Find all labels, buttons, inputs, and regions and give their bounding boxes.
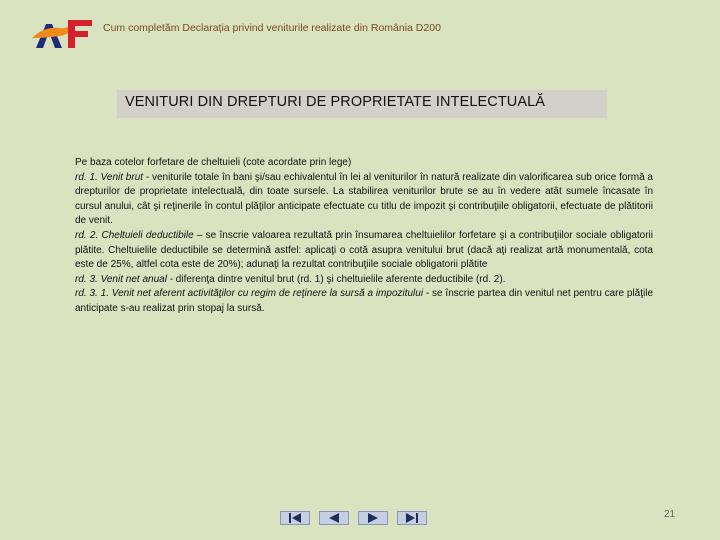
last-page-icon (405, 513, 419, 523)
presentation-header-title: Cum completăm Declarația privind veniturile realizate din România D200 (103, 22, 441, 34)
rd31-paragraph (75, 287, 653, 316)
intro-paragraph (75, 156, 653, 171)
section-title-box (117, 90, 607, 118)
first-page-icon (288, 513, 302, 523)
rd3-text: - diferenţa dintre venitul brut (rd. 1) şi cheltuielile aferente deductibile (rd. 2). (166, 273, 506, 285)
rd3-paragraph (75, 273, 653, 288)
rd1-text: - veniturile totale în bani şi/sau echivalentul în lei al veniturilor în natură realizate din valorificarea sub orice formă a drepturilor de proprietate intelectuală, din toate sursele. La stabilirea veniturilor brute se au în vedere atât sumele încasate în cursul anului, cât şi reţinerile în contul plăţilor anticipate efectuate cu titlu de impozit şi contribuţiile obligatorii, efectuate de plătitorii de venit. (75, 171, 653, 227)
next-page-icon (367, 513, 379, 523)
rd2-text: – se înscrie valoarea rezultată prin însumarea cheltuielilor forfetare şi a contribuţiilor sociale obligatorii plătite. Cheltuielile deductibile se determină astfel: aplicaţi o cotă asupra venitului brut (dacă aţi realizat artă monumentală, cota este de 25%, altfel cota este de 20%); adunaţi la rezultat contribuţiile sociale obligatorii plătite (75, 229, 653, 271)
first-page-button[interactable] (280, 511, 310, 525)
rd3-label: rd. 3. Venit net anual (75, 273, 167, 285)
rd31-label: rd. 3. 1. Venit net aferent activităţilor cu regim de reţinere la sursă a impozitului (75, 288, 424, 300)
rd2-paragraph (75, 229, 653, 273)
rd31-text: - se înscrie partea din venitul net pentru care plăţile anticipate s-au realizat prin stopaj la sursă. (75, 288, 653, 314)
last-page-button[interactable] (397, 511, 427, 525)
next-page-button[interactable] (358, 511, 388, 525)
previous-page-icon (328, 513, 340, 523)
rd2-label: rd. 2. Cheltuieli deductibile (75, 229, 194, 241)
page-number: 21 (664, 509, 676, 520)
section-title: VENITURI DIN DREPTURI DE PROPRIETATE INTELECTUALĂ (125, 94, 546, 110)
anaf-logo-icon (30, 14, 94, 50)
rd1-paragraph (75, 171, 653, 229)
previous-page-button[interactable] (319, 511, 349, 525)
rd1-label: rd. 1. Venit brut (75, 171, 144, 183)
body-text (75, 156, 653, 317)
intro-text: Pe baza cotelor forfetare de cheltuieli (cote acordate prin lege) (75, 157, 352, 168)
